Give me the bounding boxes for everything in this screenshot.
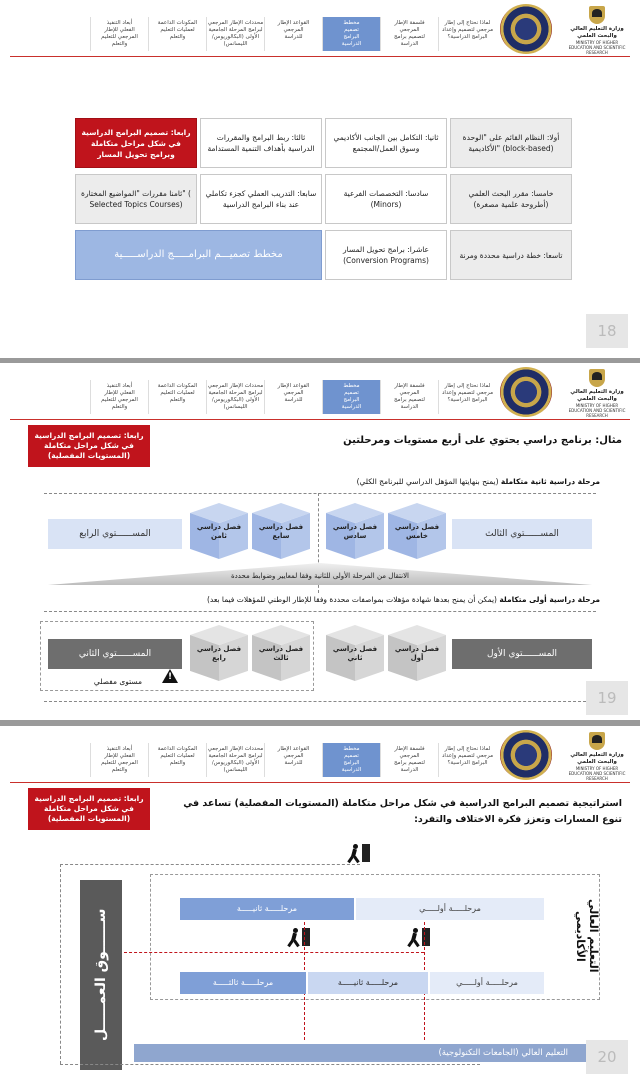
tab-design-plan[interactable]: مخطط تصميم البرامج الدراسية	[322, 380, 380, 414]
semester-7-label: فصل دراسي سابع	[258, 523, 304, 540]
eagle-emblem-icon	[589, 732, 605, 750]
seal-logo-icon	[500, 367, 552, 417]
section-label: رابعا: تصميم البرامج الدراسية في شكل مراحل متكاملة (المستويات المفصلية)	[28, 425, 150, 467]
ministry-name-ar: وزارة التعليم العالي والبحث العلمي	[570, 26, 624, 39]
level-4-box: المســــــتوي الرابع	[48, 519, 182, 549]
level-1-box: المســــــتوي الأول	[452, 639, 592, 669]
slide-header	[0, 726, 640, 784]
semester-6-label: فصل دراسي سادس	[332, 523, 378, 540]
ministry-logo	[566, 6, 628, 55]
semester-2-label: فصل دراسي ثاني	[332, 645, 378, 662]
semester-3-label: فصل دراسي ثالث	[258, 645, 304, 662]
slide-19	[0, 363, 640, 720]
grid-cell-10[interactable]: عاشرا: برامج تحويل المسار (Conversion Programs)	[325, 230, 447, 280]
header-divider	[10, 782, 630, 783]
grid-cell-7[interactable]: سابعا: التدريب العملي كجزء تكاملي عند بناء البرامج الدراسية	[200, 174, 322, 224]
semester-5-label: فصل دراسي خامس	[394, 523, 440, 540]
ministry-logo	[566, 369, 628, 418]
slide-header	[0, 363, 640, 421]
semester-1-cube	[388, 625, 446, 681]
phase1-note: (يمكن أن يمنح بعدها شهادة مؤهلات بمواصفات محددة وفقا للإطار الوطني للمؤهلات فيما بعد)	[206, 595, 497, 604]
page-number: 18	[586, 314, 628, 348]
semester-4-label: فصل دراسي رابع	[196, 645, 242, 662]
header-tabs	[28, 743, 496, 777]
tab-implementation[interactable]: أبعاد التنفيذ الفعلي للإطار المرجعي للتعليم والتعلم	[90, 17, 148, 51]
tab-why[interactable]: لماذا نحتاج إلى إطار مرجعي لتصميم وإعداد البرامج الدراسية؟	[438, 380, 496, 414]
tab-design-plan[interactable]: مخطط تصميم البرامج الدراسية	[322, 17, 380, 51]
section-label: رابعا: تصميم البرامج الدراسية في شكل مراحل متكاملة (المستويات المفصلية)	[28, 788, 150, 830]
grid-cell-2[interactable]: ثانيا: التكامل بين الجانب الأكاديمي وسوق العمل/المجتمع	[325, 118, 447, 168]
left-exit-line	[60, 864, 61, 1064]
header-divider	[10, 419, 630, 420]
transition-label: الانتقال من المرحلة الأولى للثانية وفقا لمعايير وضوابط محددة	[230, 572, 410, 580]
phase1-title-text: مرحلة دراسية أولى متكاملة	[499, 595, 600, 604]
tab-determinants[interactable]: محددات الإطار المرجعي لبرامج المرحلة الجامعية الأولى (البكالوريوس/الليسانس)	[206, 743, 264, 777]
bottom-exit-line	[60, 1064, 480, 1065]
semester-2-cube	[326, 625, 384, 681]
semester-5-cube	[388, 503, 446, 559]
semester-7-cube	[252, 503, 310, 559]
technological-universities-bar: التعليم العالي (الجامعات التكنولوجية)	[134, 1044, 598, 1062]
tab-implementation[interactable]: أبعاد التنفيذ الفعلي للإطار المرجعي للتعليم والتعلم	[90, 743, 148, 777]
tab-rules[interactable]: القواعد الإطار المرجعي للدراسة	[264, 17, 322, 51]
tab-philosophy[interactable]: فلسفة الإطار المرجعي لتصميم برامج الدراسة	[380, 17, 438, 51]
grid-cell-1[interactable]: أولا: النظام القائم على "الوحدة الأكاديمية" (block-based)	[450, 118, 572, 168]
semester-8-label: فصل دراسي ثامن	[196, 523, 242, 540]
tab-implementation[interactable]: أبعاد التنفيذ الفعلي للإطار المرجعي للتعليم والتعلم	[90, 380, 148, 414]
semester-6-cube	[326, 503, 384, 559]
tab-determinants[interactable]: محددات الإطار المرجعي لبرامج المرحلة الجامعية الأولى (البكالوريوس/الليسانس)	[206, 17, 264, 51]
tab-design-plan[interactable]: مخطط تصميم البرامج الدراسية	[322, 743, 380, 777]
row2-phase2-bar: مرحلـــــة ثانيـــــة	[308, 972, 428, 994]
grid-cell-6[interactable]: سادسا: التخصصات الفرعية (Minors)	[325, 174, 447, 224]
grid-cell-3[interactable]: ثالثا: ربط البرامج والمقررات الدراسية بأهداف التنمية المستدامة	[200, 118, 322, 168]
semester-4-cube	[190, 625, 248, 681]
tab-philosophy[interactable]: فلسفة الإطار المرجعي لتصميم برامج الدراسة	[380, 380, 438, 414]
grid-cell-9[interactable]: تاسعا: خطة دراسية محددة ومرنة	[450, 230, 572, 280]
grid-cell-4[interactable]: رابعا: تصميم البرامج الدراسية في شكل مراحل متكاملة وبرامج تحويل المسار	[75, 118, 197, 168]
row1-phase2-bar: مرحلـــــة ثانيـــــة	[180, 898, 354, 920]
ministry-name-en: MINISTRY OF HIGHER EDUCATION AND SCIENTIFIC RESEARCH	[568, 403, 626, 418]
phase1-bottom-line	[44, 701, 596, 702]
exit-icon-top	[348, 842, 370, 864]
phase1-top-line	[44, 611, 596, 612]
ministry-name-ar: وزارة التعليم العالي والبحث العلمي	[570, 389, 624, 402]
tab-philosophy[interactable]: فلسفة الإطار المرجعي لتصميم برامج الدراسة	[380, 743, 438, 777]
tab-rules[interactable]: القواعد الإطار المرجعي للدراسة	[264, 743, 322, 777]
grid-cell-8[interactable]: ثامنا مقررات "المواضيع المختارة" ( Selected Topics Courses)	[75, 174, 197, 224]
row1-phase1-bar: مرحلـــــة أولـــــي	[356, 898, 544, 920]
tab-why[interactable]: لماذا نحتاج إلى إطار مرجعي لتصميم وإعداد البرامج الدراسية؟	[438, 743, 496, 777]
seal-logo-icon	[500, 730, 552, 780]
phase1-title	[80, 595, 600, 604]
example-title: مثال: برنامج دراسي يحتوي على أربع مستويات ومرحلتين	[343, 435, 622, 446]
ministry-name-en: MINISTRY OF HIGHER EDUCATION AND SCIENTIFIC RESEARCH	[568, 40, 626, 55]
phase2-note: (يمنح بنهايتها المؤهل الدراسي للبرنامج الكلي)	[356, 477, 499, 486]
top-exit-line	[60, 864, 360, 865]
labor-market-bar: ســــــوق العمـــــل	[80, 880, 122, 1070]
tab-supporting-components[interactable]: المكونات الداعمة لعمليات التعليم والتعلم	[148, 743, 206, 777]
slide-header	[0, 0, 640, 58]
tab-why[interactable]: لماذا نحتاج إلى إطار مرجعي لتصميم وإعداد البرامج الدراسية؟	[438, 17, 496, 51]
strategy-statement: استراتيجية تصميم البرامج الدراسية في شكل مراحل متكاملة (المستويات المفصلية) تساعد في تنوع المسارات وتعزز فكرة الاختلاف والتفرد:	[183, 798, 622, 825]
eagle-emblem-icon	[589, 6, 605, 24]
level-3-box: المســــــتوي الثالث	[452, 519, 592, 549]
eagle-emblem-icon	[589, 369, 605, 387]
milestone-label: مستوى مفصلي	[93, 677, 143, 686]
semester-3-cube	[252, 625, 310, 681]
level-2-box: المســــــتوي الثاني	[48, 639, 182, 669]
academic-label: التعليم العالي الأكاديمي	[574, 899, 600, 973]
header-tabs	[28, 380, 496, 414]
slide-20	[0, 726, 640, 1074]
tab-rules[interactable]: القواعد الإطار المرجعي للدراسة	[264, 380, 322, 414]
phase2-top-line	[44, 493, 596, 494]
page-number: 20	[586, 1040, 628, 1074]
row2-phase1-bar: مرحلـــــة أولـــــي	[430, 972, 544, 994]
tab-supporting-components[interactable]: المكونات الداعمة لعمليات التعليم والتعلم	[148, 380, 206, 414]
slide-18	[0, 0, 640, 358]
grid-cell-5[interactable]: خامسا: مقرر البحث العلمي (أطروحة علمية مصغرة)	[450, 174, 572, 224]
semester-1-label: فصل دراسي أول	[394, 645, 440, 662]
tab-supporting-components[interactable]: المكونات الداعمة لعمليات التعليم والتعلم	[148, 17, 206, 51]
ministry-name-en: MINISTRY OF HIGHER EDUCATION AND SCIENTIFIC RESEARCH	[568, 766, 626, 781]
exit-icon-mid-right	[408, 926, 430, 948]
semester-8-cube	[190, 503, 248, 559]
ministry-logo	[566, 732, 628, 781]
header-divider	[10, 56, 630, 57]
header-tabs	[28, 17, 496, 51]
exit-icon-mid-left	[288, 926, 310, 948]
phase2-title	[100, 477, 600, 486]
design-plan-box[interactable]: مخطط تصميـــم البرامـــــج الدراســـــية	[75, 230, 322, 280]
row2-phase3-bar: مرحلـــــة ثالثـــــة	[180, 972, 306, 994]
phase2-title-text: مرحلة دراسية ثانية متكاملة	[500, 477, 600, 486]
page-number: 19	[586, 681, 628, 715]
seal-logo-icon	[500, 4, 552, 54]
ministry-name-ar: وزارة التعليم العالي والبحث العلمي	[570, 752, 624, 765]
exit-path-line	[124, 952, 424, 953]
tab-determinants[interactable]: محددات الإطار المرجعي لبرامج المرحلة الجامعية الأولى (البكالوريوس/الليسانس)	[206, 380, 264, 414]
